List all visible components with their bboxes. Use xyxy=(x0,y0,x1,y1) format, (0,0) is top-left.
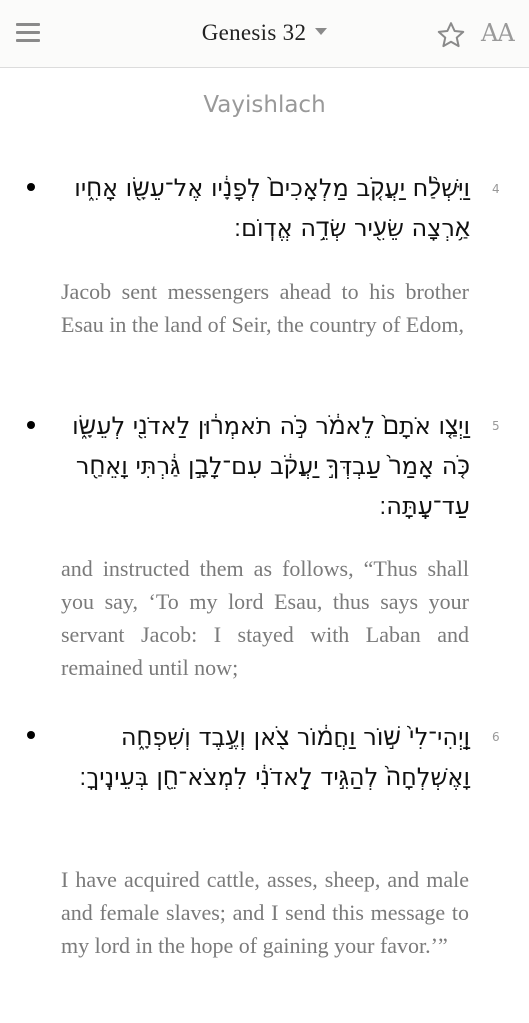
verse-bullet xyxy=(27,183,35,191)
language-toggle-label: AA xyxy=(481,19,514,47)
parasha-heading: Vayishlach xyxy=(203,92,326,118)
verse-hebrew[interactable]: וַיִּשְׁלַ֨ח יַעֲקֹ֤ב מַלְאָכִים֙ לְפָנָ֔יו אֶל־עֵשָׂ֖ו אָחִ֑יו אַ֥רְצָה שֵׂעִ֖יר שְׂדֵ֥ה אֱדֽוֹם׃ xyxy=(74,174,470,242)
verse-english[interactable]: Jacob sent messengers ahead to his brother Esau in the land of Seir, the country of Edom, xyxy=(61,279,469,337)
verse-english[interactable]: and instructed them as follows, “Thus shall you say, ‘To my lord Esau, thus says your servant Jacob: I stayed with Laban and remained until now; xyxy=(61,556,469,680)
verse-hebrew[interactable]: וַיְצַ֤ו אֹתָם֙ לֵאמֹ֔ר כֹּ֣ה תֹאמְר֔וּן לַאדֹנִ֖י לְעֵשָׂ֑ו כֹּ֤ה אָמַר֙ עַבְדְּךָ֣ יַעֲקֹ֔ב עִם־לָבָ֣ן גַּ֔רְתִּי וָאֵחַ֖ר עַד־עָֽתָּה׃ xyxy=(72,412,470,520)
caret-down-icon xyxy=(315,28,327,35)
chapter-title: Genesis 32 xyxy=(201,20,307,45)
verse-number[interactable]: 5 xyxy=(492,419,500,433)
verse-bullet xyxy=(27,731,35,739)
verse-number[interactable]: 6 xyxy=(492,730,500,744)
verse-bullet xyxy=(27,421,35,429)
verse-number[interactable]: 4 xyxy=(492,182,500,196)
verse-hebrew[interactable]: וַֽיְהִי־לִי֙ שׁ֣וֹר וַחֲמ֔וֹר צֹ֖אן וְעֶ֣בֶד וְשִׁפְחָ֑ה וָאֶשְׁלְחָה֙ לְהַגִּ֣יד לַֽאדֹנִ֔י לִמְצֹא־חֵ֖ן בְּעֵינֶֽיךָ׃ xyxy=(79,723,470,791)
top-bar xyxy=(0,0,529,68)
language-toggle-button[interactable] xyxy=(481,19,514,47)
verse-english[interactable]: I have acquired cattle, asses, sheep, and male and female slaves; and I send this message to my lord in the hope of gaining your favor.’” xyxy=(61,867,469,958)
star-outline-icon[interactable] xyxy=(436,20,466,50)
